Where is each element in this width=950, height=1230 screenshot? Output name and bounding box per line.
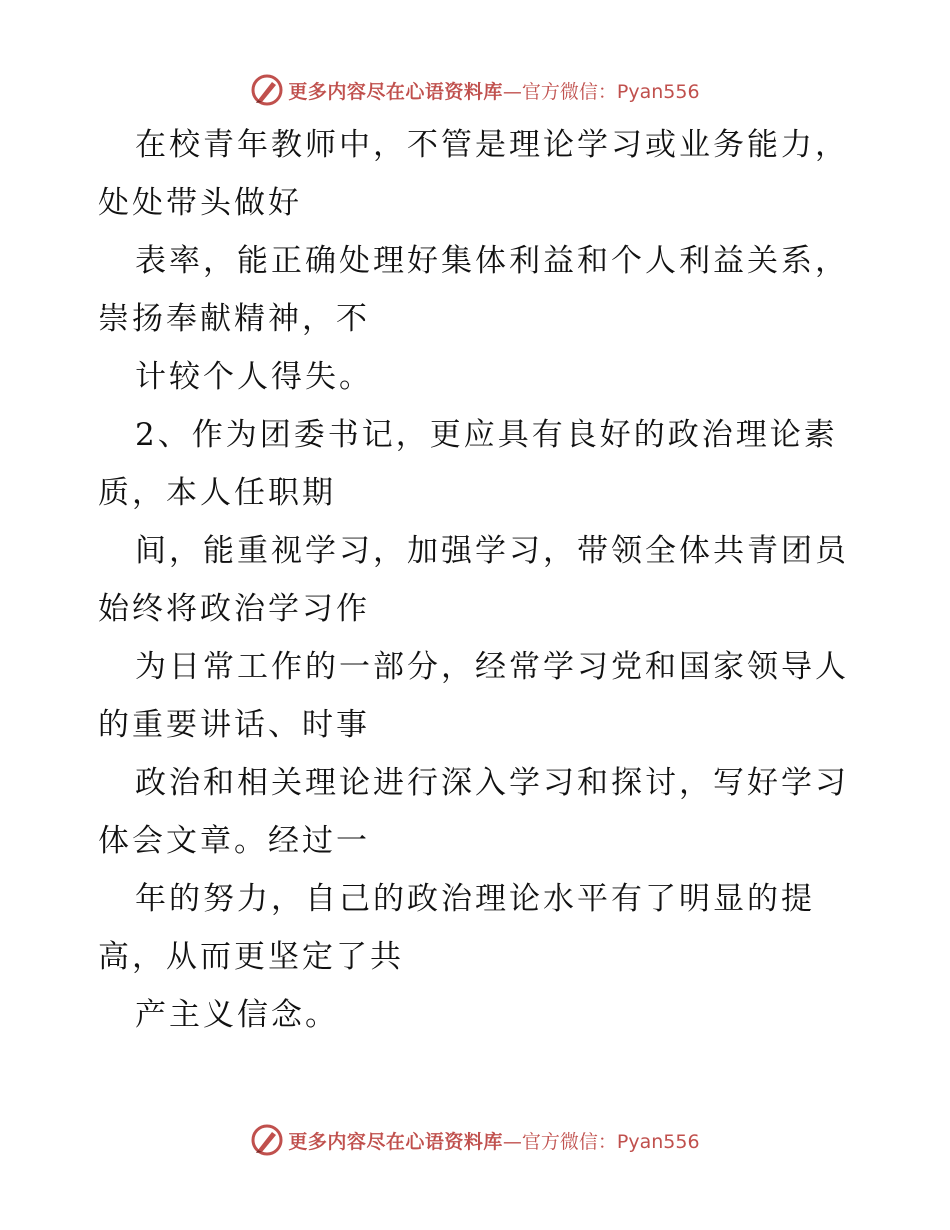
header-banner [0,70,950,110]
document-body [98,116,858,1044]
text-line: 质，本人任职期 [98,475,336,511]
text-line: 2、作为团委书记，更应具有良好的政治理论素 [135,417,838,453]
text-line: 年的努力，自己的政治理论水平有了明显的提 [135,881,815,917]
text-line: 间，能重视学习，加强学习，带领全体共青团员 [135,533,849,569]
pen-logo-icon [250,73,284,107]
text-line: 崇扬奉献精神，不 [98,301,370,337]
text-line: 产主义信念。 [135,997,339,1033]
text-line: 体会文章。经过一 [98,823,370,859]
text-line: 计较个人得失。 [135,359,373,395]
text-line: 的重要讲话、时事 [98,707,370,743]
text-line: 始终将政治学习作 [98,591,370,627]
text-line: 处处带头做好 [98,185,302,221]
footer-banner [0,1120,950,1160]
text-line: 在校青年教师中，不管是理论学习或业务能力， [135,127,849,163]
text-line: 表率，能正确处理好集体利益和个人利益关系， [135,243,849,279]
text-line: 政治和相关理论进行深入学习和探讨，写好学习 [135,765,849,801]
header-banner-text: 更多内容尽在心语资料库 [288,80,503,103]
text-line: 为日常工作的一部分，经常学习党和国家领导人 [135,649,849,685]
footer-banner-text: 更多内容尽在心语资料库 [288,1130,503,1153]
footer-banner-contact: —官方微信：Pyan556 [502,1130,700,1153]
pen-logo-icon [250,1123,284,1157]
header-banner-contact: —官方微信：Pyan556 [502,80,700,103]
text-line: 高，从而更坚定了共 [98,939,404,975]
